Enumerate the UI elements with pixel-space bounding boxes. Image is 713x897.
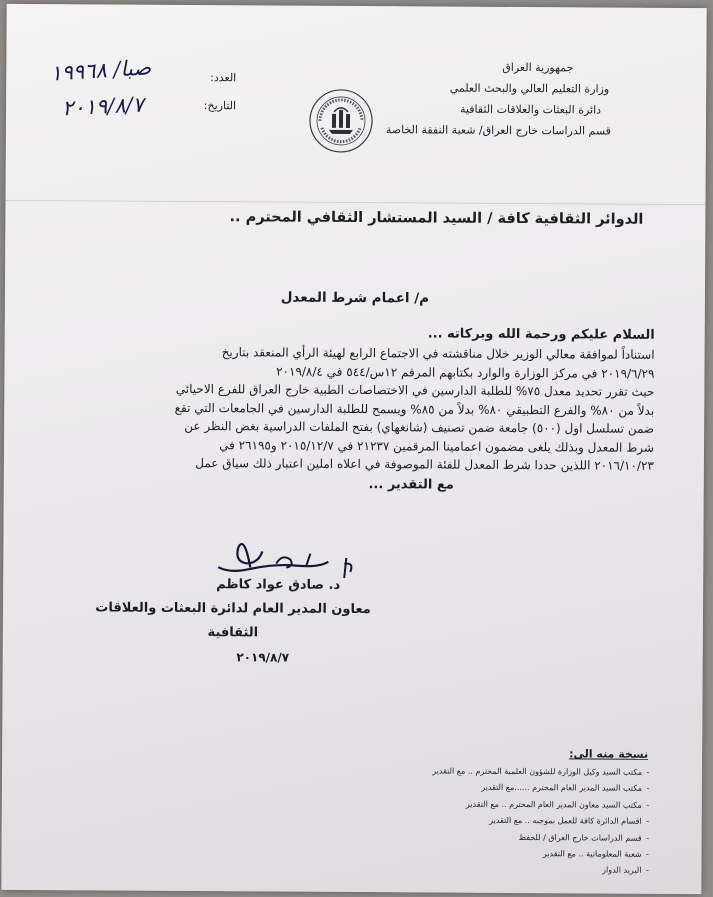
body-line: استناداً لموافقة معالي الوزير خلال مناقشته في الاجتماع الرابع لهيئة الرأي المنعقد بتاريخ <box>221 345 655 362</box>
letter-page <box>1 4 706 894</box>
copy-recipient: - مكتب السيد المدير العام المحترم ......مع التقدير <box>254 779 654 798</box>
copy-recipient: - شعبة المعلوماتية .. مع التقدير <box>253 844 653 863</box>
copy-recipient: - مكتب السيد معاون المدير العام المحترم .. مع التقدير <box>254 795 654 814</box>
body-line: ضمن تسلسل اول (٥٠٠) جامعة ضمن تصنيف (شانغهاي) بفتح الملفات الدراسية بغض النظر عن <box>184 418 655 436</box>
reference-number-handwritten: صبا/ ١٩٩٦٨ <box>49 55 152 86</box>
reference-date-handwritten: ٢٠١٩/٨/٧ <box>61 92 145 121</box>
subject-line: م/ اعمام شرط المعدل <box>280 289 430 307</box>
signatory-name: د. صادق عواد كاظم <box>216 577 341 593</box>
body-line: ٢٠١٩/٦/٢٩ في مركز الوزارة والوارد بكتابهم المرقم ١٢س/٥٤٤ في ٢٠١٩/٨/٤ <box>276 364 655 381</box>
copy-recipient: - البريد الدوار <box>253 861 653 880</box>
reference-block <box>46 56 286 133</box>
paper-fold-line <box>6 200 706 205</box>
copy-recipient: - اقسام الدائرة كافة للعمل بموجبه .. مع التقدير <box>254 812 654 831</box>
copy-recipient: - مكتب السيد وكيل الوزارة للشؤون العلمية المحترم .. مع التقدير <box>254 762 654 781</box>
addressee-line: الدوائر الثقافية كافة / السيد المستشار الثقافي المحترم .. <box>229 209 644 228</box>
letterhead-line: وزارة التعليم العالي والبحث العلمي <box>449 81 610 96</box>
ministry-seal-icon <box>308 88 374 154</box>
reference-number-label: العدد: <box>210 71 237 85</box>
body-line: ٢٠١٦/١٠/٢٣ اللذين حددا شرط المعدل للفئة الموصوفة في اعلاه املين اعتبار ذلك سياق عمل <box>195 456 654 473</box>
letterhead-line: دائرة البعثات والعلاقات الثقافية <box>459 102 602 117</box>
signature-block <box>83 572 384 670</box>
reference-date-label: التاريخ: <box>203 99 237 113</box>
body-line: بدلاً من ٨٠% والفرع التطبيقي ٨٠% بدلاً من ٨٥% ويسمح للطلبة الدارسين في الجامعات التي تقع <box>174 400 655 418</box>
letter-body <box>54 322 655 497</box>
copies-title: نسخة منه الى: <box>569 747 649 761</box>
signatory-title: معاون المدير العام لدائرة البعثات والعلاقات الثقافية <box>95 600 371 641</box>
signature-date: ٢٠١٩/٨/٧ <box>236 650 290 665</box>
letterhead-line: قسم الدراسات خارج العراق/ شعبة النفقة الخاصة <box>385 123 611 138</box>
letterhead <box>341 56 612 142</box>
letterhead-line: جمهورية العراق <box>502 60 574 75</box>
copies-list <box>253 745 654 879</box>
copy-recipient: - قسم الدراسات خارج العراق / للحفظ <box>254 828 654 847</box>
closing-line: مع التقدير ... <box>368 476 454 493</box>
body-line: شرط المعدل وبذلك يلغى مضمون اعمامينا المرقمين ٢١٢٣٧ في ٢٠١٥/١٢/٧ و٢٦١٩٥ في <box>219 437 655 455</box>
body-line: حيث تقرر تحديد معدل ٧٥% للطلبة الدارسين في الاختصاصات الطبية خارج العراق للفرع الاحيائي <box>175 381 655 399</box>
greeting: السلام عليكم ورحمة الله وبركاته ... <box>427 326 655 343</box>
